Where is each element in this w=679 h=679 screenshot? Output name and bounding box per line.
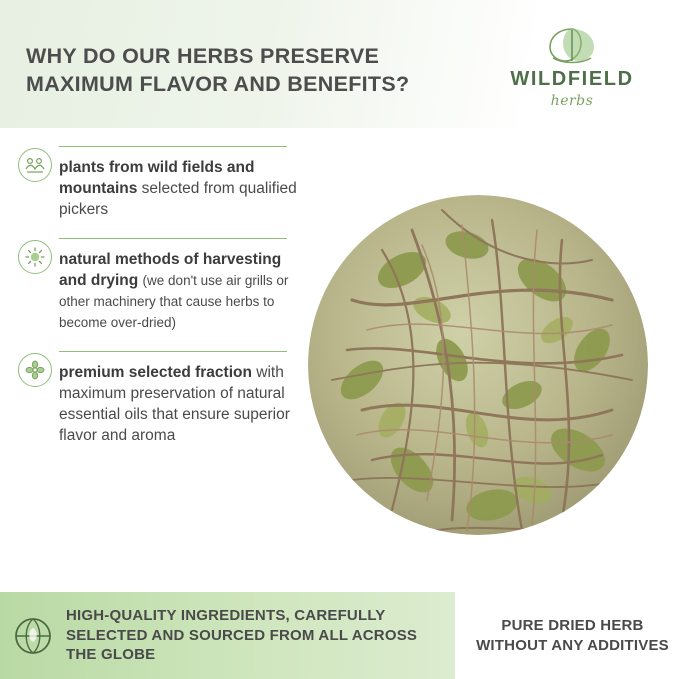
feature-note: (we don't use air grills or other machinery that cause herbs to become over-dried)	[59, 273, 289, 330]
banner-pure-text: PURE DRIED HERB WITHOUT ANY ADDITIVES	[476, 617, 669, 654]
feature-lead: plants from wild fields and mountains	[59, 159, 255, 197]
feature-text	[59, 249, 311, 333]
feature-rest: selected from qualified pickers	[59, 180, 297, 218]
banner-pure	[466, 592, 679, 679]
banner-quality	[0, 592, 455, 679]
list-item	[14, 238, 314, 333]
brand-name: WILDFIELD	[510, 68, 634, 90]
divider	[59, 351, 287, 352]
banner-quality-text: HIGH-QUALITY INGREDIENTS, CAREFULLY SELECTED AND SOURCED FROM ALL ACROSS THE GLOBE	[66, 607, 418, 664]
divider	[59, 146, 287, 147]
feature-text	[59, 157, 311, 220]
feature-list	[14, 128, 314, 460]
page-title: WHY DO OUR HERBS PRESERVE MAXIMUM FLAVOR AND BENEFITS?	[26, 44, 410, 96]
sun-icon	[18, 240, 52, 274]
divider	[59, 238, 287, 239]
feature-text	[59, 362, 311, 446]
feature-rest: with maximum preservation of natural essential oils that ensure superior flavor and aroma	[59, 364, 290, 444]
list-item	[14, 146, 314, 220]
flower-icon	[18, 353, 52, 387]
list-item	[14, 351, 314, 446]
feature-lead: premium selected fraction	[59, 364, 252, 381]
dried-herb-pile-illustration	[292, 150, 664, 570]
brand-logo	[486, 24, 658, 116]
feature-lead: natural methods of harvesting and drying	[59, 251, 282, 289]
field-mountains-icon	[18, 148, 52, 182]
brand-subtitle: herbs	[550, 93, 594, 109]
leaves-icon	[486, 24, 658, 66]
product-photo	[292, 150, 664, 570]
globe-leaf-icon	[0, 592, 66, 679]
